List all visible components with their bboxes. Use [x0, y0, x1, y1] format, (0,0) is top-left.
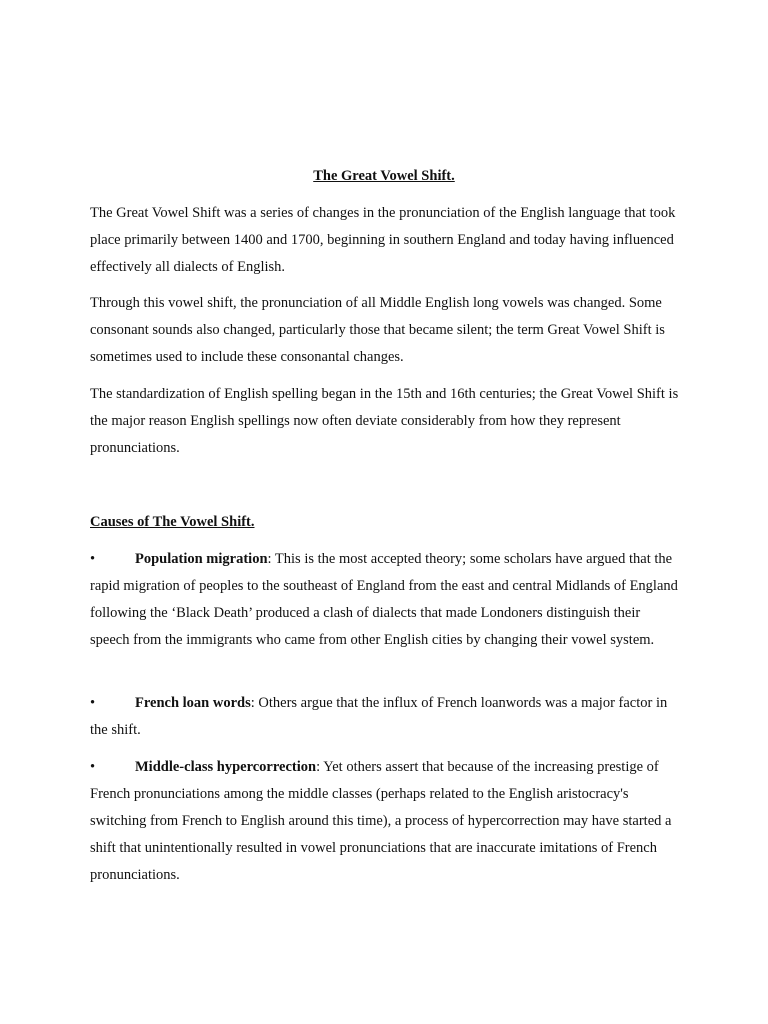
cause-description: : Others argue that the influx of French loanwords was a major factor in the shift. — [90, 695, 668, 738]
bullet-icon: • — [90, 551, 96, 567]
paragraph-vowel-shift: Through this vowel shift, the pronunciation of all Middle English long vowels was changed. Some consonant sounds also changed, particularly those that became silent; the term Great Vowel Shift is sometimes used to include these consonantal changes. — [90, 295, 665, 365]
cause-term: French loan words — [135, 695, 251, 711]
paragraph-standardization: The standardization of English spelling began in the 15th and 16th centuries; the Great Vowel Shift is the major reason English spellings now often deviate considerably from how they represent pronunciations. — [90, 386, 679, 456]
bullet-icon: • — [90, 759, 96, 775]
cause-item-french-loan-words — [90, 690, 680, 744]
bullet-icon: • — [90, 695, 96, 711]
cause-description: : Yet others assert that because of the increasing prestige of French pronunciations among the middle classes (perhaps related to the English aristocracy's switching from French to English around this time), a process of hypercorrection may have started a shift that unintentionally resulted in vowel pronunciations that are inaccurate imitations of French pronunciations. — [90, 759, 672, 883]
causes-heading: Causes of The Vowel Shift. — [90, 514, 255, 530]
cause-term: Population migration — [135, 551, 268, 567]
paragraph-intro: The Great Vowel Shift was a series of changes in the pronunciation of the English language that took place primarily between 1400 and 1700, beginning in southern England and today having influenced effectively all dialects of English. — [90, 205, 676, 275]
cause-item-population-migration — [90, 546, 680, 654]
cause-item-middle-class-hypercorrection — [90, 754, 680, 889]
document-title: The Great Vowel Shift. — [313, 168, 455, 184]
cause-term: Middle-class hypercorrection — [135, 759, 317, 775]
cause-description: : This is the most accepted theory; some scholars have argued that the rapid migration of peoples to the southeast of England from the east and central Midlands of England following the ‘Black Death’ produced a clash of dialects that made Londoners distinguish their speech from the immigrants who came from other English cities by changing their vowel system. — [90, 551, 678, 648]
